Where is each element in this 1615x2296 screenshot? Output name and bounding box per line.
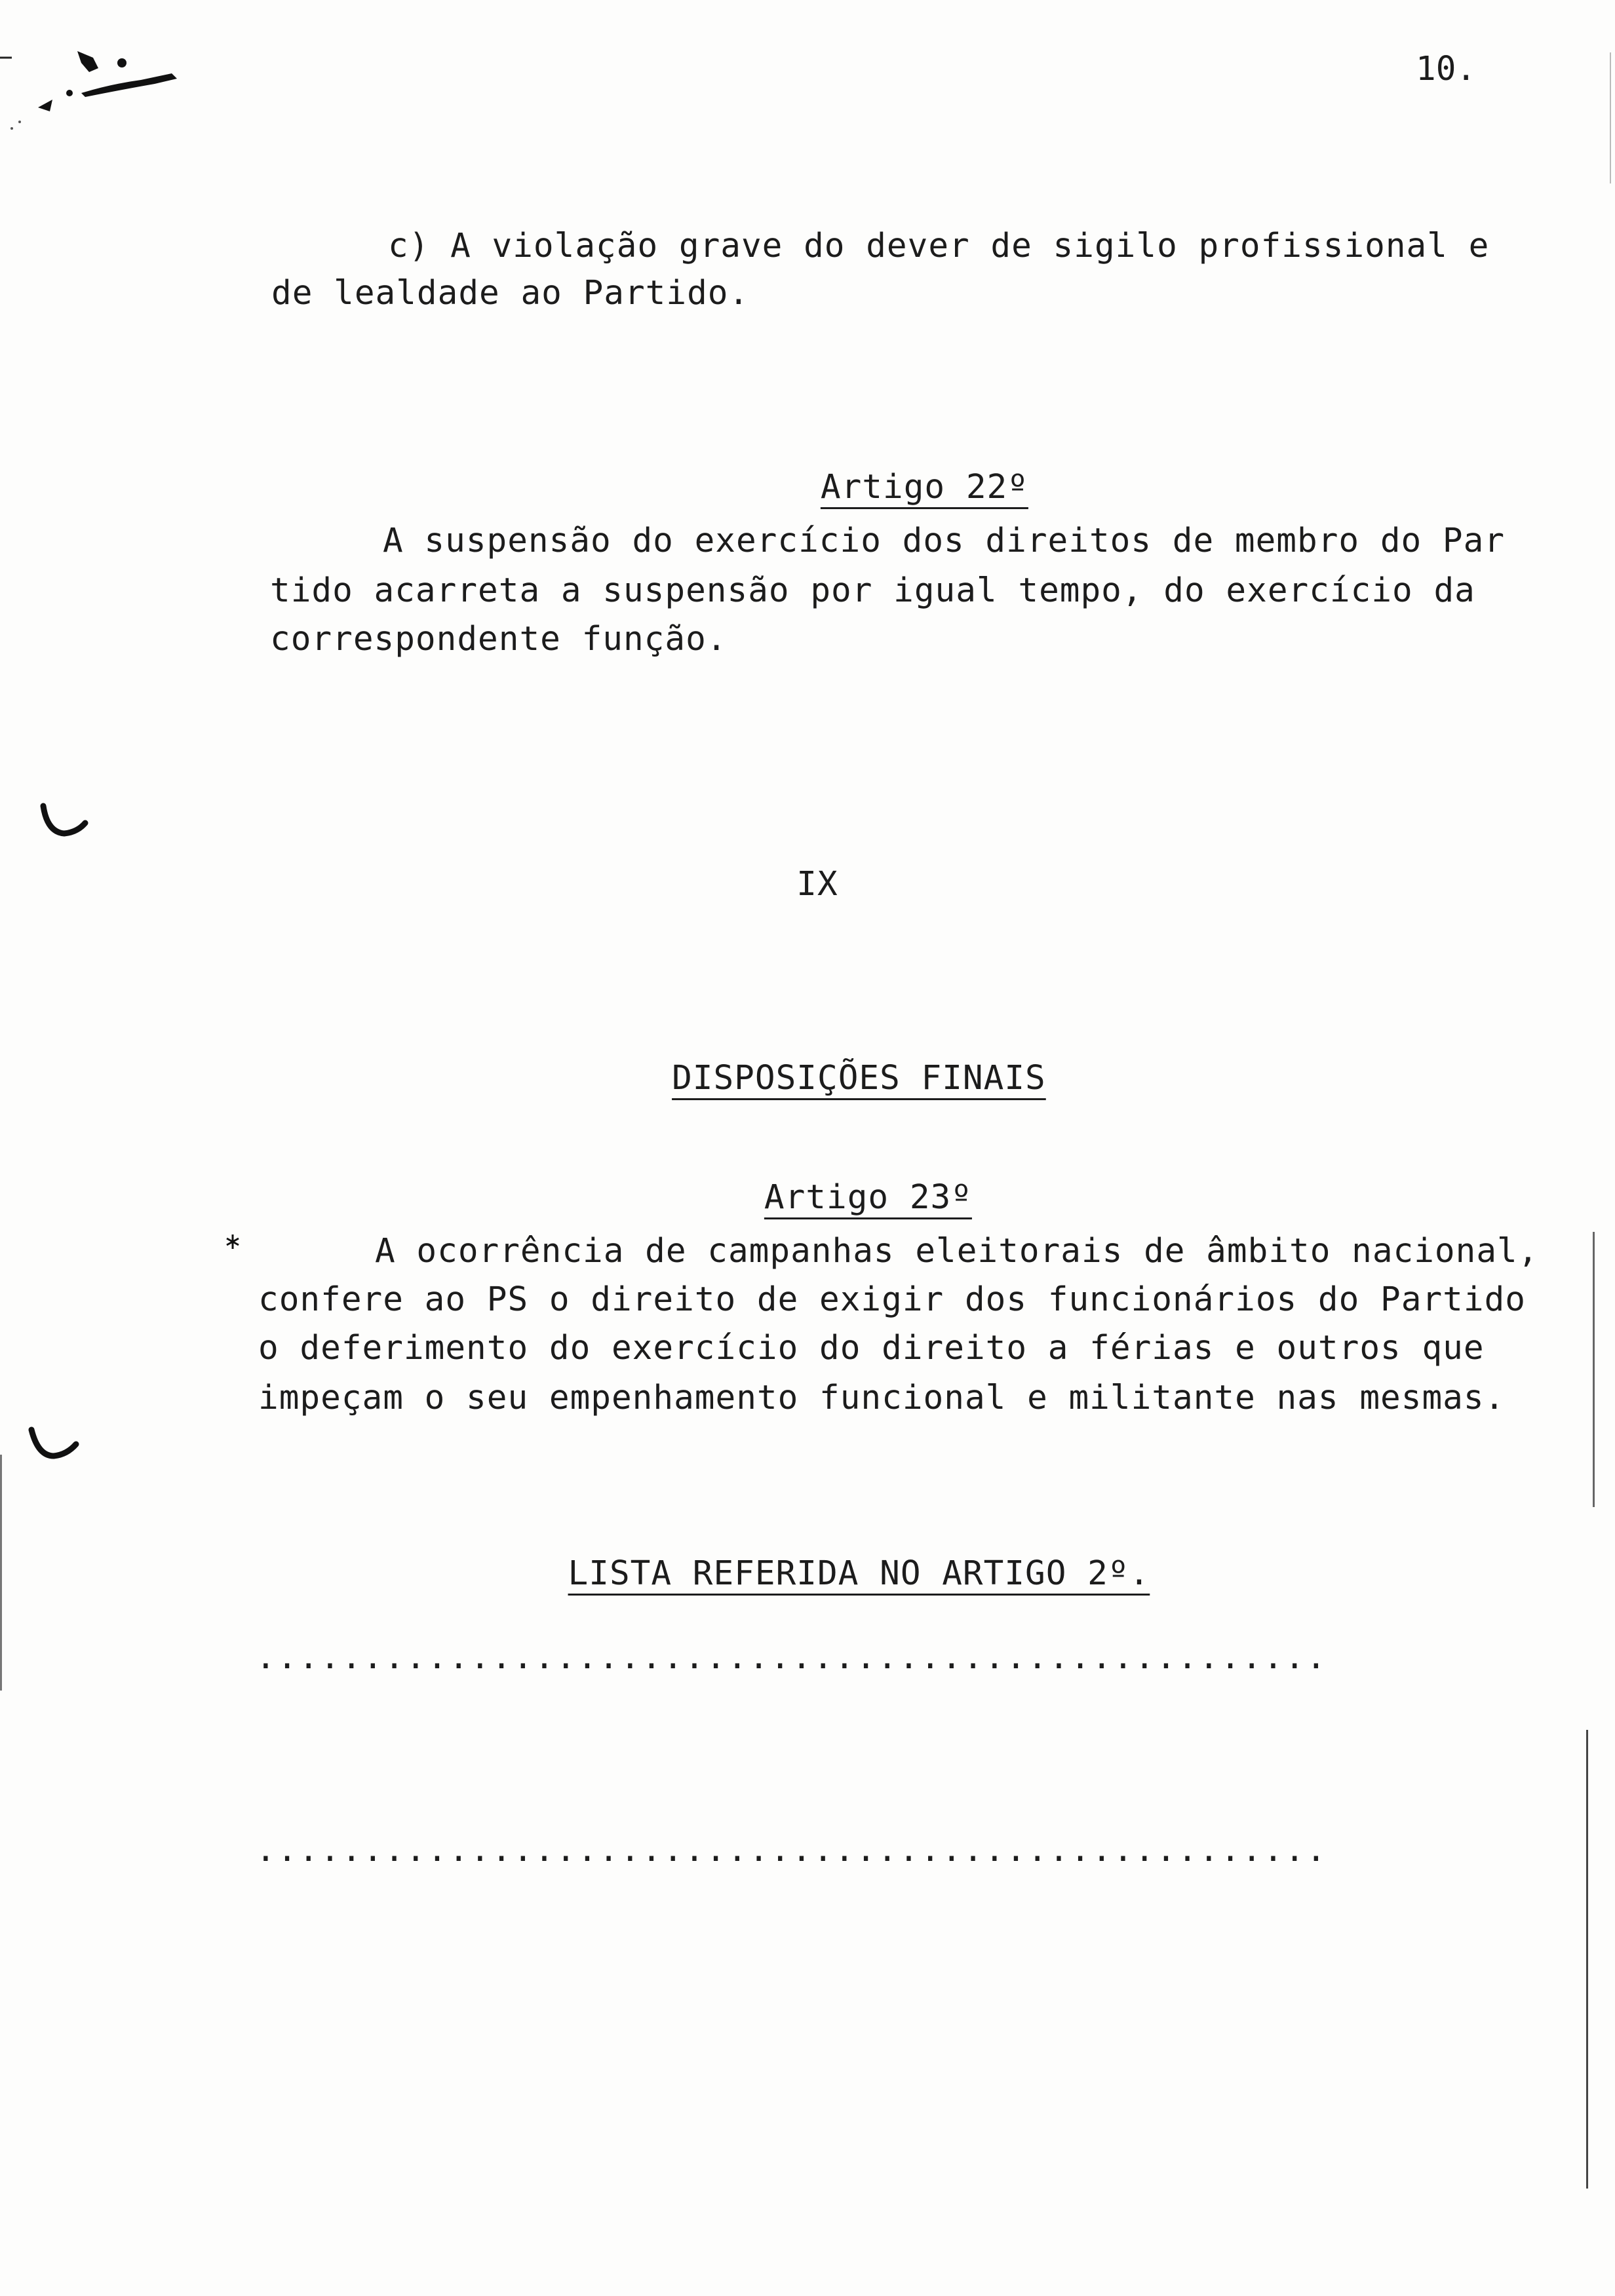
right-edge-shadow-middle (1593, 1232, 1595, 1507)
chapter-title-text: DISPOSIÇÕES FINAIS (672, 1059, 1046, 1098)
page-number: 10. (1416, 50, 1477, 88)
punch-hole-mark-lower (28, 1422, 80, 1468)
article-23-line-1: A ocorrência de campanhas eleitorais de âmbito nacional, (375, 1232, 1539, 1271)
article-22-line-2: tido acarreta a suspensão por igual tempo, do exercício da (270, 571, 1475, 610)
right-edge-shadow-upper (1610, 52, 1611, 183)
punch-hole-mark-upper (38, 799, 90, 845)
dotted-line-2: .................................................. (256, 1831, 1328, 1869)
article-22-line-3: correspondente função. (270, 620, 728, 659)
article-22-line-1: A suspensão do exercício dos direitos de membro do Par (383, 522, 1506, 560)
dotted-line-1: .................................................. (256, 1638, 1328, 1677)
clause-c-line-2: de lealdade ao Partido. (271, 274, 750, 313)
article-23-line-2: confere ao PS o direito de exigir dos funcionários do Partido (258, 1280, 1526, 1319)
article-23-line-3: o deferimento do exercício do direito a férias e outros que (258, 1329, 1485, 1368)
article-23-heading-text: Artigo 23º (764, 1178, 972, 1217)
list-heading-text: LISTA REFERIDA NO ARTIGO 2º. (568, 1554, 1150, 1593)
list-heading (0, 1503, 1615, 1645)
article-23-line-4: impeçam o seu empenhamento funcional e militante nas mesmas. (258, 1379, 1506, 1417)
ink-blot-mark (0, 20, 197, 131)
article-22-heading-text: Artigo 22º (820, 468, 1028, 507)
clause-c-line-1: c) A violação grave do dever de sigilo profissional e (388, 227, 1490, 265)
right-edge-shadow-lower (1586, 1730, 1588, 2189)
chapter-number: IX (796, 865, 838, 904)
